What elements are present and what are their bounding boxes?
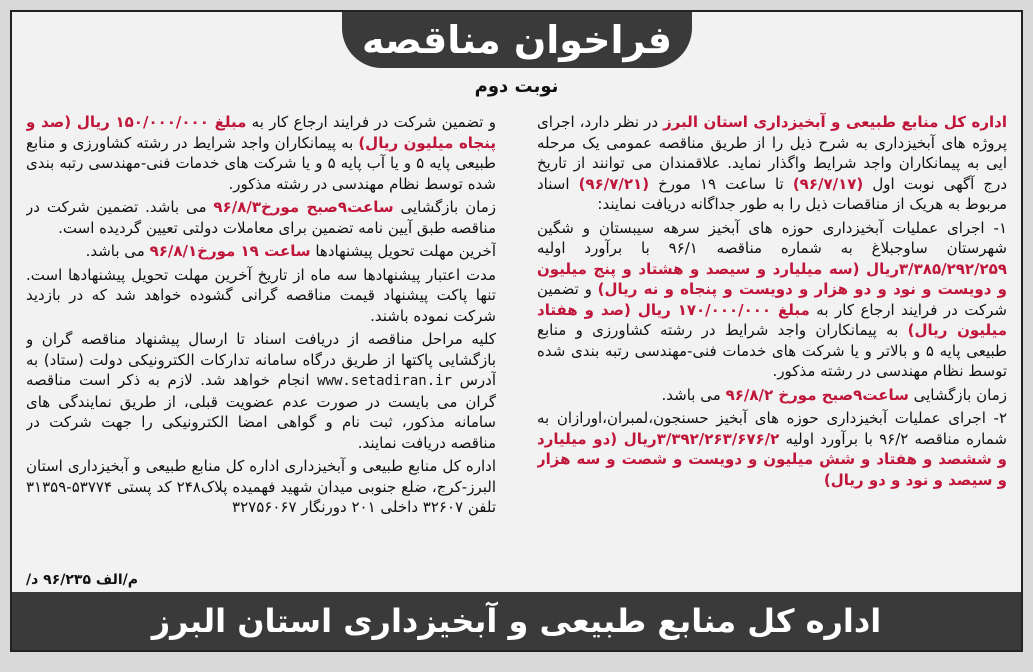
- item-1-text: به پیمانکاران واجد شرایط در رشته کشاورزی و منابع طبیعی پایه ۵ و بالاتر و یا شرکت های خدمات فنی-مهندسی رتبه بندی شده توسط نظام مهندسی در رشته مذکور.: [537, 321, 1007, 380]
- footer-banner: [12, 592, 1021, 650]
- procedure-paragraph: [26, 329, 496, 453]
- procedure-text: کلیه مراحل مناقصه از دریافت اسناد تا ارسال پیشنهاد مناقصه گران و بازگشایی پاکتها از طریق درگاه سامانه تدارکات الکترونیکی دولت (ستاد) به آدرس: [26, 330, 496, 389]
- notice-title: فراخوان مناقصه: [361, 18, 673, 62]
- item-1-guarantee: مبلغ ۱۷۰/۰۰۰/۰۰۰ ریال (صد و هفتاد میلیون ریال): [537, 300, 1007, 339]
- intro-paragraph: [537, 112, 1007, 215]
- intro-text: اسناد مربوط به هریک از مناقصات ذیل را به طور جداگانه دریافت نمایند:: [537, 174, 1007, 213]
- item-2-opening: [26, 197, 496, 238]
- tender-notice: [10, 10, 1023, 652]
- tender-item-2: [537, 408, 1007, 490]
- organization-name: اداره کل منابع طبیعی و آبخیزداری استان البرز: [663, 113, 1007, 131]
- notice-title-banner: [342, 12, 692, 68]
- footer-org-name: اداره کل منابع طبیعی و آبخیزداری استان البرز: [151, 602, 882, 640]
- item-1-opening: [537, 385, 1007, 406]
- item-1-description: ۱- اجرای عملیات آبخیزداری حوزه های آبخیز سرهه سیبستان و شگین شهرستان ساوجبلاغ به شماره مناقصه ۹۶/۱ با برآورد اولیه: [537, 218, 1007, 257]
- reference-code: م/الف ۹۶/۲۳۵ د/: [26, 572, 138, 588]
- end-date: (۹۶/۷/۲۱): [578, 174, 650, 193]
- item-2-budget: ۳/۳۹۲/۲۶۳/۶۷۶/۲ریال (دو میلیارد و ششصد و هفتاد و شش میلیون و دویست و شصت و سه هزار و سیصد و نود و دو ریال): [537, 429, 1007, 489]
- item-1-opening-time: ساعت۹صبح مورخ ۹۶/۸/۲: [725, 385, 909, 404]
- submission-deadline: [26, 241, 496, 262]
- contact-paragraph: اداره کل منابع طبیعی و آبخیزداری اداره کل منابع طبیعی و آبخیزداری استان البرز-کرج، ضلع جنوبی میدان شهید فهمیده پلاک۲۴۸ کد پستی ۵۳۷۷۴-۳۱۳۵۹ تلفن ۳۲۶۰۷ داخلی ۲۰۱ دورنگار ۳۲۷۵۶۰۶۷: [26, 457, 496, 516]
- opening-label: زمان بازگشایی: [908, 385, 1007, 404]
- deadline-time: ساعت ۱۹ مورخ۹۶/۸/۱: [149, 242, 311, 260]
- item-2-guarantee: مبلغ ۱۵۰/۰۰۰/۰۰۰ ریال (صد و پنجاه میلیون ریال): [26, 113, 496, 152]
- item-2-opening-time: ساعت۹صبح مورخ۹۶/۸/۳: [213, 198, 394, 216]
- procedure-text: انجام خواهد شد. لازم به ذکر است مناقصه گران می بایست در صورت عدم عضویت قبلی، از طریق نمایندگی های سامانه مذکور، ثبت نام و گواهی امضا الکترونیکی را جهت شرکت در مناقصه دریافت نمایند.: [26, 371, 496, 452]
- deadline-suffix: می باشد.: [85, 242, 150, 260]
- opening-suffix: می باشد.: [661, 385, 726, 404]
- validity-paragraph: مدت اعتبار پیشنهادها سه ماه از تاریخ آخرین مهلت تحویل پیشنهادها است. تنها پاکت پیشنهاد قیمت مناقصه گرانی گشوده خواهد شد که در بازدید شرکت نموده باشند.: [26, 265, 496, 325]
- intro-text: تا ساعت ۱۹ مورخ: [649, 174, 793, 193]
- deadline-label: آخرین مهلت تحویل پیشنهادها: [310, 242, 496, 260]
- guarantee-text: به پیمانکاران واجد شرایط در رشته کشاورزی و منابع طبیعی پایه ۵ و یا آب پایه ۵ و یا شرکت های خدمات فنی-مهندسی رتبه بندی شده توسط نظام مهندسی در رشته مذکور.: [26, 133, 496, 193]
- right-column: [537, 112, 1007, 570]
- item-1-text: و تضمین شرکت در فرایند ارجاع کار به: [537, 280, 1007, 319]
- tender-item-1: [537, 218, 1007, 382]
- item-2-description: ۲- اجرای عملیات آبخیزداری حوزه های آبخیز حسنجون،لمبران،اورازان به شماره مناقصه ۹۶/۲ با برآورد اولیه: [537, 409, 1007, 448]
- opening-label: زمان بازگشایی: [393, 198, 496, 216]
- start-date: (۹۶/۷/۱۷): [792, 174, 864, 193]
- item-2-guarantee-paragraph: [26, 112, 496, 194]
- intro-text: در نظر دارد، اجرای پروژه های آبخیزداری به شرح ذیل را از طریق مناقصه عمومی یک مرحله ایی به پیمانکاران واجد شرایط واگذار نماید. علاقمندان می توانند از تاریخ درج آگهی نوبت اول: [537, 113, 1007, 193]
- opening-suffix: می باشد. تضمین شرکت در مناقصه طبق آیین نامه تضمین برای معاملات دولتی تعیین گردیده است.: [26, 198, 496, 237]
- guarantee-text: و تضمین شرکت در فرایند ارجاع کار به: [246, 113, 496, 131]
- item-1-budget: ۳/۳۸۵/۲۹۲/۲۵۹ریال (سه میلیارد و سیصد و هشتاد و پنج میلیون و دویست و نود و دو هزار و دویست و پنجاه و نه ریال): [537, 259, 1007, 298]
- setad-link[interactable]: www.setadiran.ir: [317, 373, 452, 389]
- left-column: [26, 112, 496, 570]
- notice-round: نوبت دوم: [474, 76, 559, 97]
